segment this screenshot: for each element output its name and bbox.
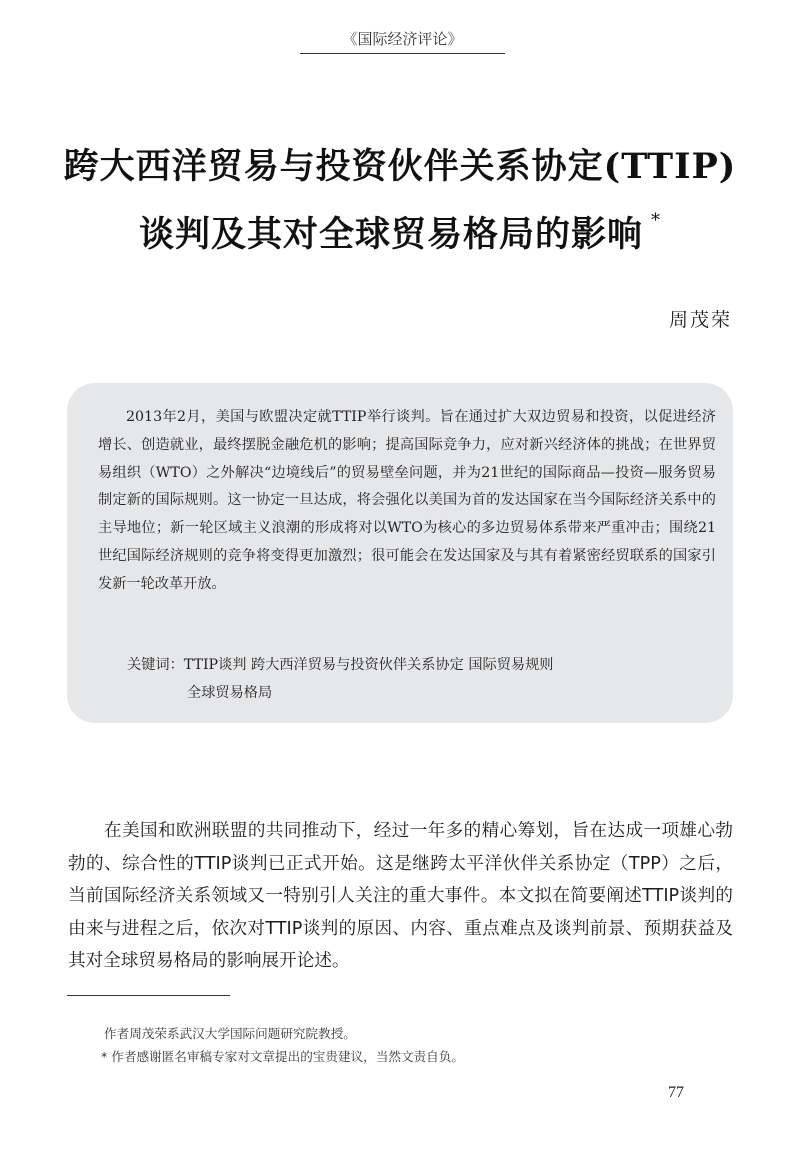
title-line-1: 跨大西洋贸易与投资伙伴关系协定(TTIP) — [63, 146, 737, 187]
keywords-line-2: 全球贸易格局 — [187, 685, 273, 701]
footnote-divider — [67, 995, 230, 996]
title-line-2 — [0, 194, 800, 262]
author-name: 周茂荣 — [668, 309, 732, 331]
footnotes — [101, 1022, 704, 1068]
article-title — [0, 140, 800, 262]
abstract-paragraph: 2013年2月，美国与欧盟决定就TTIP举行谈判。旨在通过扩大双边贸易和投资，以促进经济增长、创造就业，最终摆脱金融危机的影响；提高国际竞争力，应对新兴经济体的挑战；在世界贸易组织（WTO）之外解决“边境线后”的贸易壁垒问题，并为21世纪的国际商品—投资—服务贸易制定新的国际规则。这一协定一旦达成，将会强化以美国为首的发达国家在当今国际经济关系中的主导地位；新一轮区域主义浪潮的形成将对以WTO为核心的多边贸易体系带来严重冲击；围绕21世纪国际经济规则的竞争将变得更加激烈；很可能会在发达国家及与其有着紧密经贸联系的国家引发新一轮改革开放。 — [98, 409, 716, 592]
abstract — [98, 404, 716, 599]
page-number: 77 — [668, 1084, 684, 1101]
running-head-journal-name: 《国际经济评论》 — [300, 28, 505, 54]
title-line-2-text: 谈判及其对全球贸易格局的影响 — [138, 214, 643, 255]
keywords-label: 关键词： — [127, 657, 184, 673]
keywords-line-1: TTIP谈判 跨大西洋贸易与投资伙伴关系协定 国际贸易规则 — [183, 657, 554, 673]
body-paragraph-1: 在美国和欧洲联盟的共同推动下，经过一年多的精心筹划，旨在达成一项雄心勃勃的、综合性的TTIP谈判已正式开始。这是继跨太平洋伙伴关系协定（TPP）之后，当前国际经济关系领域又一特别引人关注的重大事件。本文拟在简要阐述TTIP谈判的由来与进程之后，依次对TTIP谈判的原因、内容、重点难点及谈判前景、预期获益及其对全球贸易格局的影响展开论述。 — [68, 821, 733, 972]
footnote-author: 作者周茂荣系武汉大学国际问题研究院教授。 — [104, 1026, 356, 1041]
title-footnote-mark: * — [651, 210, 661, 231]
keywords — [127, 651, 707, 707]
footnote-acknowledgement: * 作者感谢匿名审稿专家对文章提出的宝贵建议，当然文责自负。 — [101, 1049, 464, 1064]
